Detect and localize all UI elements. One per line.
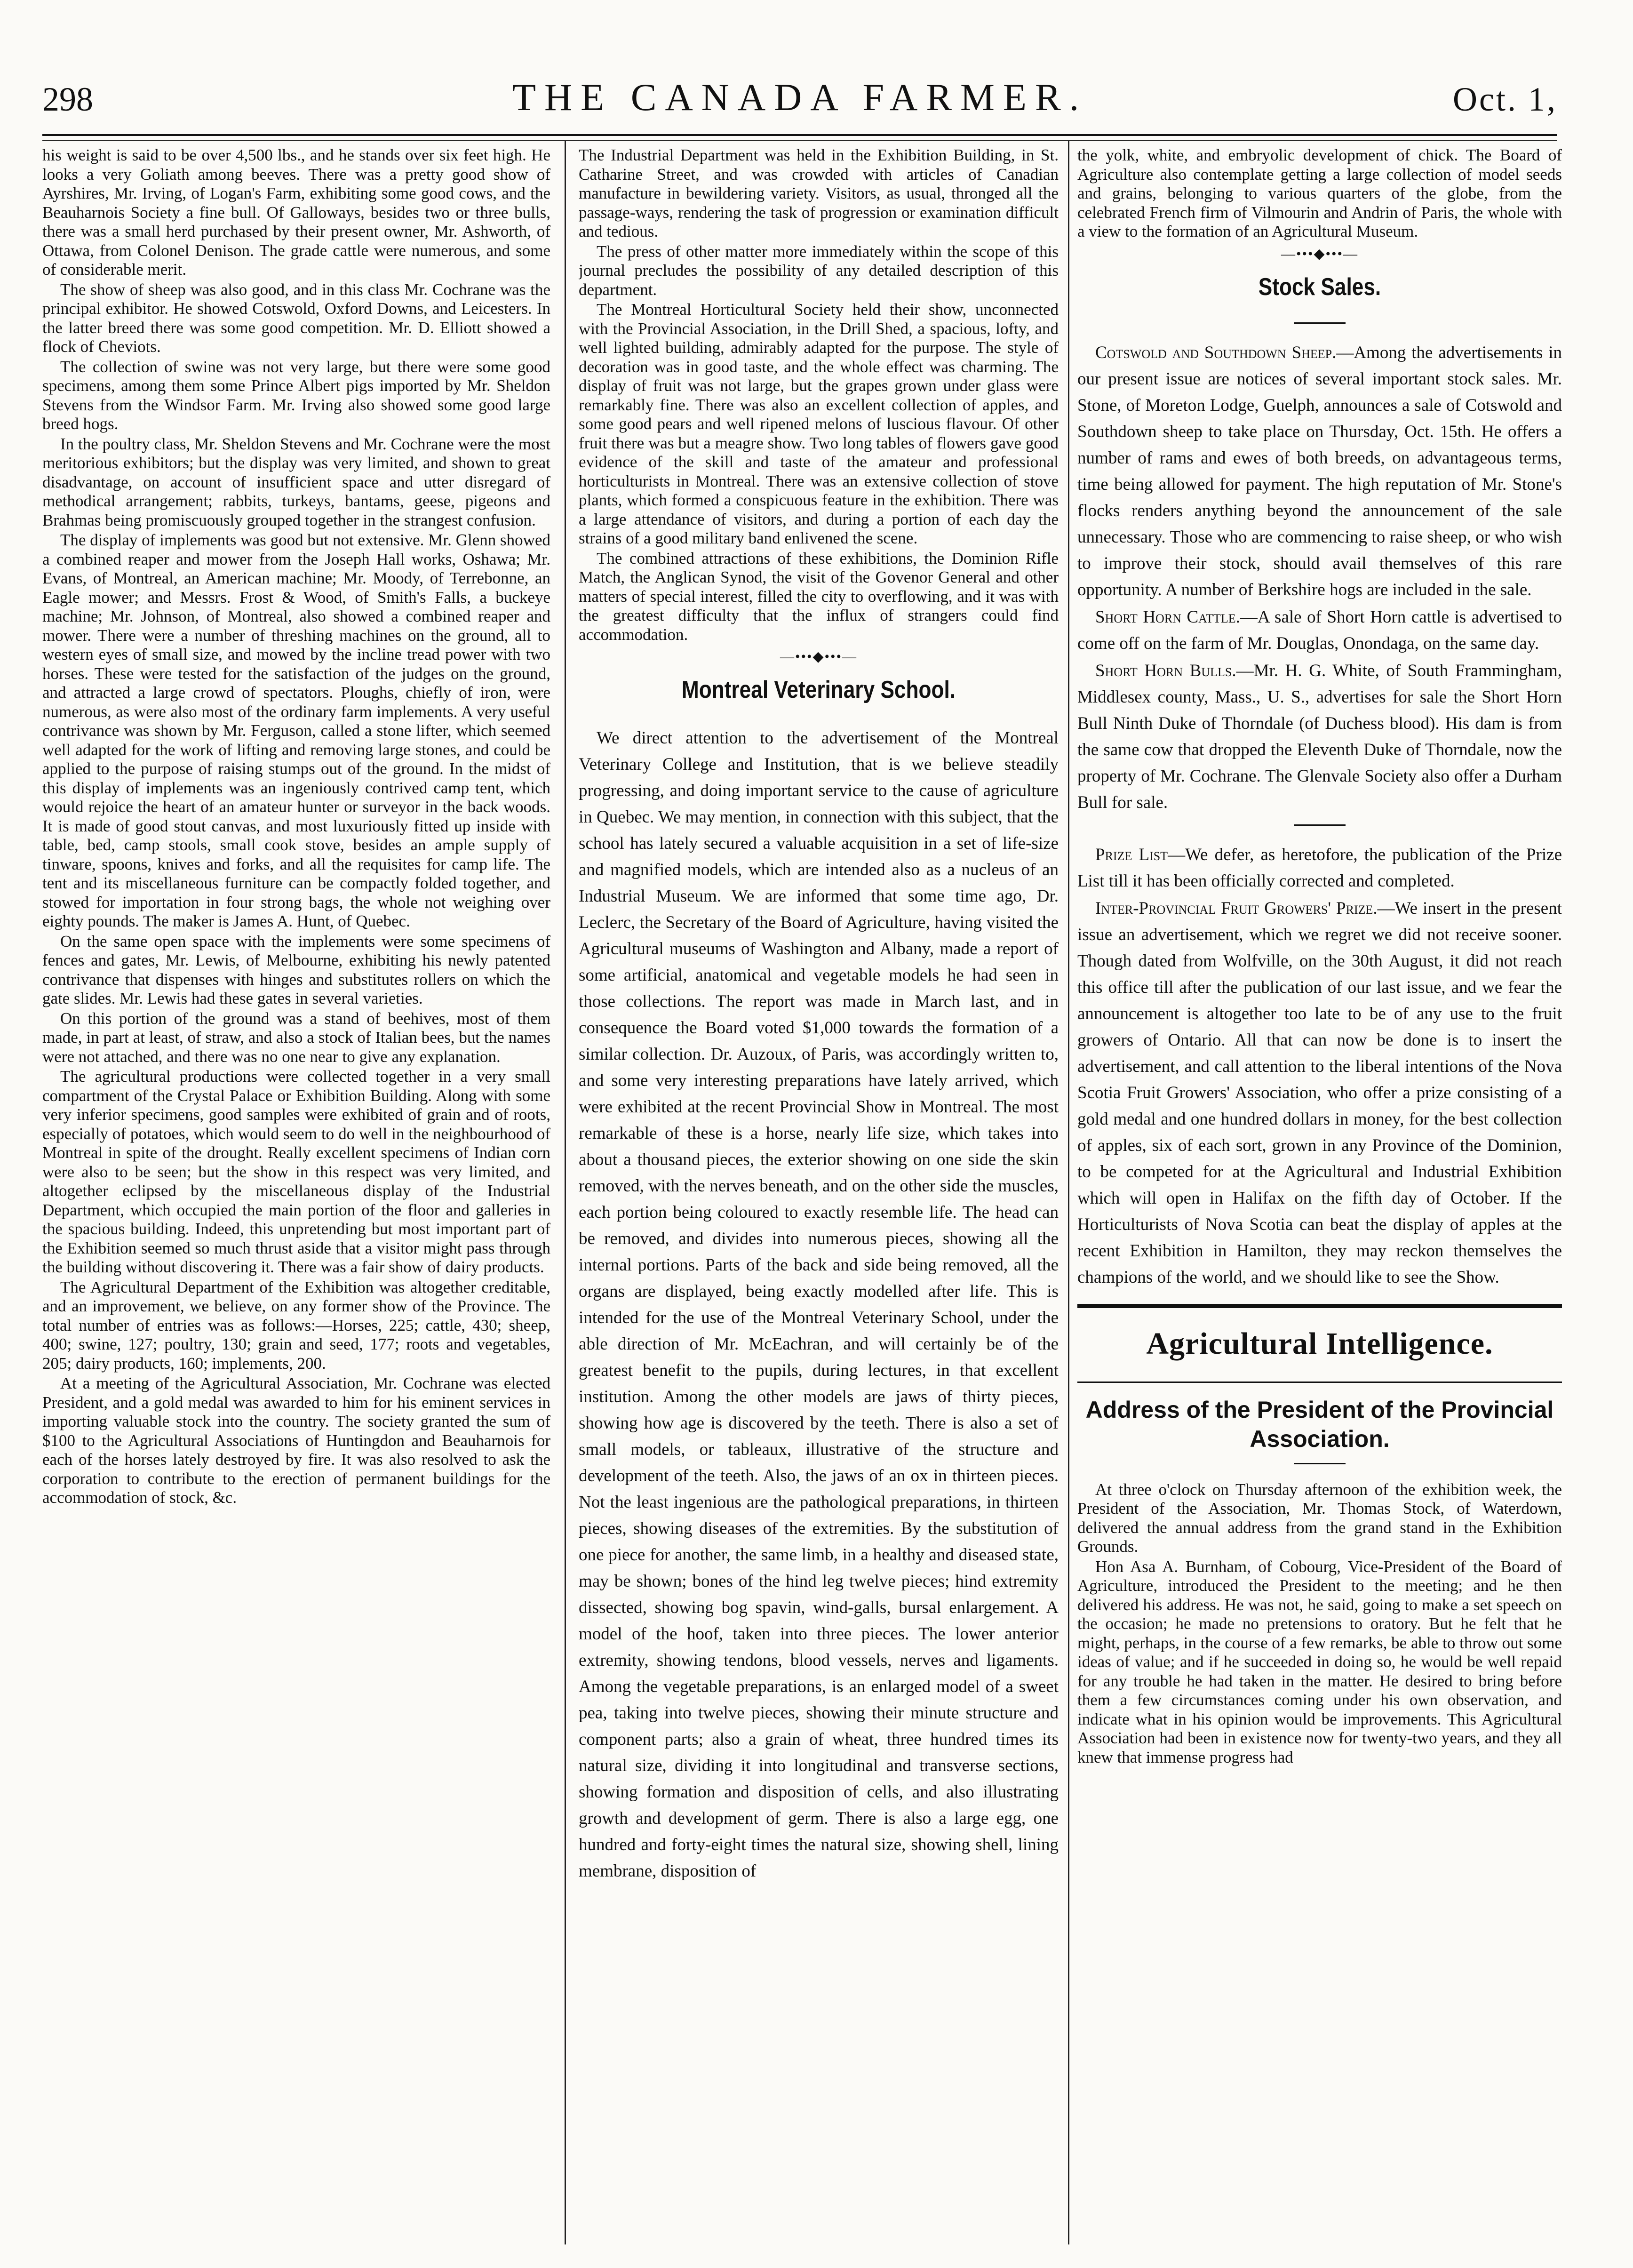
masthead-title: THE CANADA FARMER. [512, 76, 1088, 119]
page-header [42, 71, 1557, 127]
paragraph: The combined attractions of these exhibitions, the Dominion Rifle Match, the Anglican Synod, the visit of the Govenor General and other matters of special interest, filled the city to overflowing, and it was with the greatest difficulty that the influx of strangers could find accommodation. [579, 549, 1059, 644]
column-right [1077, 146, 1562, 2244]
paragraph: In the poultry class, Mr. Sheldon Stevens and Mr. Cochrane were the most meritorious exhibitors; but the display was very limited, and shown to great disadvantage, on account of insufficient space and utter disregard of methodical arrangement; rabbits, turkeys, bantams, geese, pigeons and Brahmas being promiscuously grouped together in the strangest confusion. [42, 434, 550, 529]
section-ornament: —•••◆•••— [1281, 246, 1359, 262]
notice-lead: Cotswold and Southdown Sheep. [1095, 343, 1337, 362]
column-left [42, 146, 550, 2244]
paragraph: The Industrial Department was held in the Exhibition Building, in St. Catharine Street, and was crowded with articles of Canadian manufacture in bewildering variety. Visitors, as usual, thronged all the passage-ways, rendering the task of progression or examination difficult and tedious. [579, 146, 1059, 240]
paragraph: Hon Asa A. Burnham, of Cobourg, Vice-President of the Board of Agriculture, introduced the President to the meeting; and he then delivered his address. He was not, he said, going to make a set speech on the occasion; he made no pretensions to oratory. But he felt that he might, perhaps, in the course of a few remarks, be able to throw out some ideas of value; and if he succeeded in doing so, he would be well repaid for any trouble he had taken in the matter. He desired to bring before them a few circumstances coming under his own observation, and indicate what in his opinion would be improvements. This Agricultural Association had been in existence now for twenty-two years, and they all knew that immense progress had [1077, 1557, 1562, 1766]
notice-paragraph [1077, 658, 1562, 816]
paragraph: The agricultural productions were collected together in a very small compartment of the Crystal Palace or Exhibition Building. Along with some very inferior specimens, good samples were exhibited of grain and of roots, especially of potatoes, which would seem to do well in the neighbourhood of Montreal in spite of the drought. Really excellent specimens of Indian corn were also to be seen; but the show in this respect was very limited, and altogether eclipsed by the miscellaneous display of the Industrial Department, which occupied the main portion of the floor and galleries in the spacious building. Indeed, this unpretending but most important part of the Exhibition seemed so much thrust aside that a visitor might pass through the building without discovering it. There was a fair show of dairy products. [42, 1067, 550, 1276]
notice-text: —We defer, as heretofore, the publication of the Prize List till it has been officially corrected and completed. [1077, 845, 1562, 891]
notice-text: —We insert in the present issue an advertisement, which we regret we did not receive sooner. Though dated from Wolfville, on the 30th August, it did not reach this office till after the publication of our last issue, and we fear the announcement is altogether too late to be of any use to the fruit growers of Ontario. All that can now be done is to insert the advertisement, and call attention to the liberal intentions of the Nova Scotia Fruit Growers' Association, who offer a prize consisting of a gold medal and one hundred dollars in money, for the best collection of apples, six of each sort, grown in any Province of the Dominion, to be competed for at the Agricultural and Industrial Exhibition which will open in Halifax on the fifth day of October. If the Horticulturists of Nova Scotia can beat the display of apples at the recent Exhibition in Hamilton, they may reckon themselves the champions of the world, and we should like to see the Show. [1077, 898, 1562, 1287]
thin-rule [1077, 1382, 1562, 1383]
paragraph: The Montreal Horticultural Society held their show, unconnected with the Provincial Association, in the Drill Shed, a spacious, lofty, and well lighted building, admirably adapted for the purpose. The style of decoration was in good taste, and the whole effect was charming. The display of fruit was not large, but the grapes grown under glass were remarkably fine. There was also an excellent collection of apples, and some good pears and well ripened melons of luscious flavour. Of other fruit there was but a meagre show. Two long tables of flowers gave good evidence of the skill and taste of the amateur and professional horticulturists in Montreal. There was an extensive collection of stove plants, which formed a conspicuous feature in the exhibition. There was a large attendance of visitors, and during a portion of each day the strains of a good military band enlivened the scene. [579, 300, 1059, 547]
short-rule [1294, 322, 1346, 324]
paragraph: The Agricultural Department of the Exhibition was altogether creditable, and an improvement, we believe, on any former show of the Province. The total number of entries was as follows:—Horses, 225; cattle, 430; sheep, 400; swine, 127; poultry, 130; grain and seed, 177; roots and vegetables, 205; dairy products, 160; implements, 200. [42, 1278, 550, 1373]
paragraph: On this portion of the ground was a stand of beehives, most of them made, in part at least, of straw, and also a stock of Italian bees, but the names were not attached, and there was no one near to give any explanation. [42, 1009, 550, 1066]
notice-lead: Short Horn Cattle. [1095, 607, 1240, 627]
paragraph: his weight is said to be over 4,500 lbs., and he stands over six feet high. He looks a very Goliath among beeves. There was a pretty good show of Ayrshires, Mr. Irving, of Logan's Farm, exhibiting some good cows, and the Beauharnois Society a fine bull. Of Galloways, besides two or three bulls, there was a small herd purchased by their present owner, Mr. Ashworth, of Ottawa, from Colonel Denison. The grade cattle were numerous, and some of considerable merit. [42, 146, 550, 279]
notice-paragraph [1077, 842, 1562, 894]
paragraph: The show of sheep was also good, and in this class Mr. Cochrane was the principal exhibitor. He showed Cotswold, Oxford Downs, and Leicesters. In the latter breed there was some good competition. Mr. D. Elliott showed a flock of Cheviots. [42, 280, 550, 356]
paragraph: At a meeting of the Agricultural Association, Mr. Cochrane was elected President, and a gold medal was awarded to him for his eminent services in importing valuable stock into the country. The society granted the sum of $100 to the Agricultural Associations of Huntingdon and Beauharnois for each of the horses lately destroyed by fire. It was also resolved to ask the corporation to contribute to the erection of permanent buildings for the accommodation of stock, &c. [42, 1374, 550, 1507]
article-body-veterinary: We direct attention to the advertisement of the Montreal Veterinary College and Institution, that is we believe steadily progressing, and doing important service to the cause of agriculture in Quebec. We may mention, in connection with this subject, that the school has lately secured a valuable acquisition in a set of life-size and magnified models, which are intended also as a nucleus of an Industrial Museum. We are informed that some time ago, Dr. Leclerc, the Secretary of the Board of Agriculture, having visited the Agricultural museums of Washington and Albany, made a report of some artificial, anatomical and vegetable models he had seen in those collections. The report was made in March last, and in consequence the Board voted $1,000 towards the formation of a similar collection. Dr. Auzoux, of Paris, was accordingly written to, and some very interesting preparations have lately arrived, which were exhibited at the recent Provincial Show in Montreal. The most remarkable of these is a horse, nearly life size, which takes into about a thousand pieces, the exterior showing on one side the skin removed, with the nerves beneath, and on the other side the muscles, each portion being coloured to exactly resemble life. The head can be removed, and divides into numerous pieces, showing all the internal portions. Parts of the back and side being removed, all the organs are displayed, being exactly modelled after life. This is intended for the use of the Montreal Veterinary School, under the able direction of Mr. McEachran, and will certainly be of the greatest benefit to the pupils, during lectures, in that excellent institution. Among the other models are jaws of thirty pieces, showing how age is discovered by the teeth. There is also a set of small models, or tableaux, illustrative of the structure and development of the teeth. Also, the jaws of an ox in thirteen pieces. Not the least ingenious are the pathological preparations, in thirteen pieces, showing diseases of the extremities. By the substitution of one piece for another, the same limb, in a healthy and diseased state, may be shown; bones of the hind leg twelve pieces; hind extremity dissected, showing bog spavin, wind-galls, bursal enlargement. A model of the hoof, taken into three pieces. The lower anterior extremity, showing tendons, blood vessels, nerves and ligaments. Among the vegetable preparations, is an enlarged model of a sweet pea, taking into twelve pieces, showing their minute structure and component parts; also a grain of wheat, three hundred times its natural size, dividing it into longitudinal and transverse sections, showing formation and disposition of cells, and also illustrating growth and development of germ. There is also a large egg, one hundred and forty-eight times the natural size, showing shell, lining membrane, disposition of [579, 728, 1059, 1881]
notice-lead: Inter-Provincial Fruit Growers' Prize. [1095, 898, 1378, 918]
section-ornament: —•••◆•••— [780, 649, 858, 664]
section-title-stock-sales: Stock Sales. [1258, 273, 1381, 301]
paragraph: the yolk, white, and embryolic development of chick. The Board of Agriculture also contemplate getting a large collection of model seeds and grains, belonging to various quarters of the globe, from the celebrated French firm of Vilmourin and Andrin of Paris, the whole with a view to the formation of an Agricultural Museum. [1077, 146, 1562, 240]
notice-paragraph [1077, 340, 1562, 603]
heavy-rule [1077, 1304, 1562, 1308]
column-middle [579, 146, 1059, 2244]
paragraph: On the same open space with the implements were some specimens of fences and gates, Mr. Lewis, of Melbourne, exhibiting his newly patented contrivance that dispenses with hinges and substitutes rollers on which the gate slides. Mr. Lewis had these gates in several varieties. [42, 932, 550, 1007]
short-rule [1294, 824, 1346, 826]
paragraph: The collection of swine was not very large, but there were some good specimens, among them some Prince Albert pigs imported by Mr. Sheldon Stevens from the Windsor Farm. Mr. Irving also showed some good large breed hogs. [42, 357, 550, 433]
column-divider [1068, 141, 1069, 2244]
notice-paragraph [1077, 895, 1562, 1291]
header-rule [42, 134, 1557, 141]
column-divider [565, 141, 566, 2244]
paragraph: The display of implements was good but not extensive. Mr. Glenn showed a combined reaper and mower from the Joseph Hall works, Oshawa; Mr. Evans, of Montreal, an American machine; Mr. Moody, of Terrebonne, an Eagle mower; and Messrs. Frost & Wood, of Smith's Falls, a buckeye machine; Mr. Johnson, of Montreal, also showed a combined reaper and mower. There were a number of threshing machines on the ground, all to western eyes of small size, and mowed by the incline tread power with two horses. These were tested for the satisfaction of the judges on the ground, and attracted a large crowd of spectators. Ploughs, chiefly of iron, were numerous, as were also most of the ordinary farm implements. A very useful contrivance was shown by Mr. Ferguson, called a stone lifter, which seemed well adapted for the work of lifting and removing large stones, and could be applied to the purpose of raising stumps out of the ground. In the midst of this display of implements was an ingeniously contrived camp tent, which would rejoice the heart of an amateur hunter or surveyor in the back woods. It is made of good stout canvas, and most luxuriously fitted up inside with table, bed, camp stools, small cook stove, besides an ample supply of tinware, spoons, knives and forks, and all the requisites for camp life. The tent and its miscellaneous furniture can be compactly folded together, and stowed for importation in four strong bags, the whole not weighing over eighty pounds. The maker is James A. Hunt, of Quebec. [42, 531, 550, 930]
notice-lead: Short Horn Bulls. [1095, 661, 1236, 680]
article-title-address: Address of the President of the Provincial Association. [1085, 1396, 1554, 1452]
paragraph: The press of other matter more immediately within the scope of this journal precludes the possibility of any detailed description of this department. [579, 242, 1059, 299]
notice-text: —A sale of Short Horn cattle is advertised to come off on the farm of Mr. Douglas, Onondaga, on the same day. [1077, 607, 1562, 653]
issue-date: Oct. 1, [1453, 80, 1557, 118]
section-title-veterinary: Montreal Veterinary School. [681, 676, 956, 703]
notice-lead: Prize List [1095, 845, 1168, 864]
notice-text: —Among the advertisements in our present issue are notices of several important stock sales. Mr. Stone, of Moreton Lodge, Guelph, announces a sale of Cotswold and Southdown sheep to take place on Thursday, Oct. 15th. He offers a number of rams and ewes of both breeds, on advantageous terms, time being allowed for payment. The high reputation of Mr. Stone's flocks renders anything beyond the announcement of the sale unnecessary. Those who are commencing to raise sheep, or who wish to improve their stock, should avail themselves of this rare opportunity. A number of Berkshire hogs are included in the sale. [1077, 343, 1562, 599]
short-rule [1294, 1463, 1346, 1464]
section-title-agricultural-intelligence: Agricultural Intelligence. [1146, 1326, 1493, 1361]
paragraph: At three o'clock on Thursday afternoon of the exhibition week, the President of the Association, Mr. Thomas Stock, of Waterdown, delivered the annual address from the grand stand in the Exhibition Grounds. [1077, 1480, 1562, 1556]
notice-paragraph [1077, 604, 1562, 657]
notice-text: —Mr. H. G. White, of South Frammingham, Middlesex county, Mass., U. S., advertises for sale the Short Horn Bull Ninth Duke of Thorndale (of Duchess blood). His dam is from the same cow that dropped the Eleventh Duke of Thorndale, now the property of Mr. Cochrane. The Glenvale Society also offer a Durham Bull for sale. [1077, 661, 1562, 812]
page-number: 298 [42, 80, 93, 118]
